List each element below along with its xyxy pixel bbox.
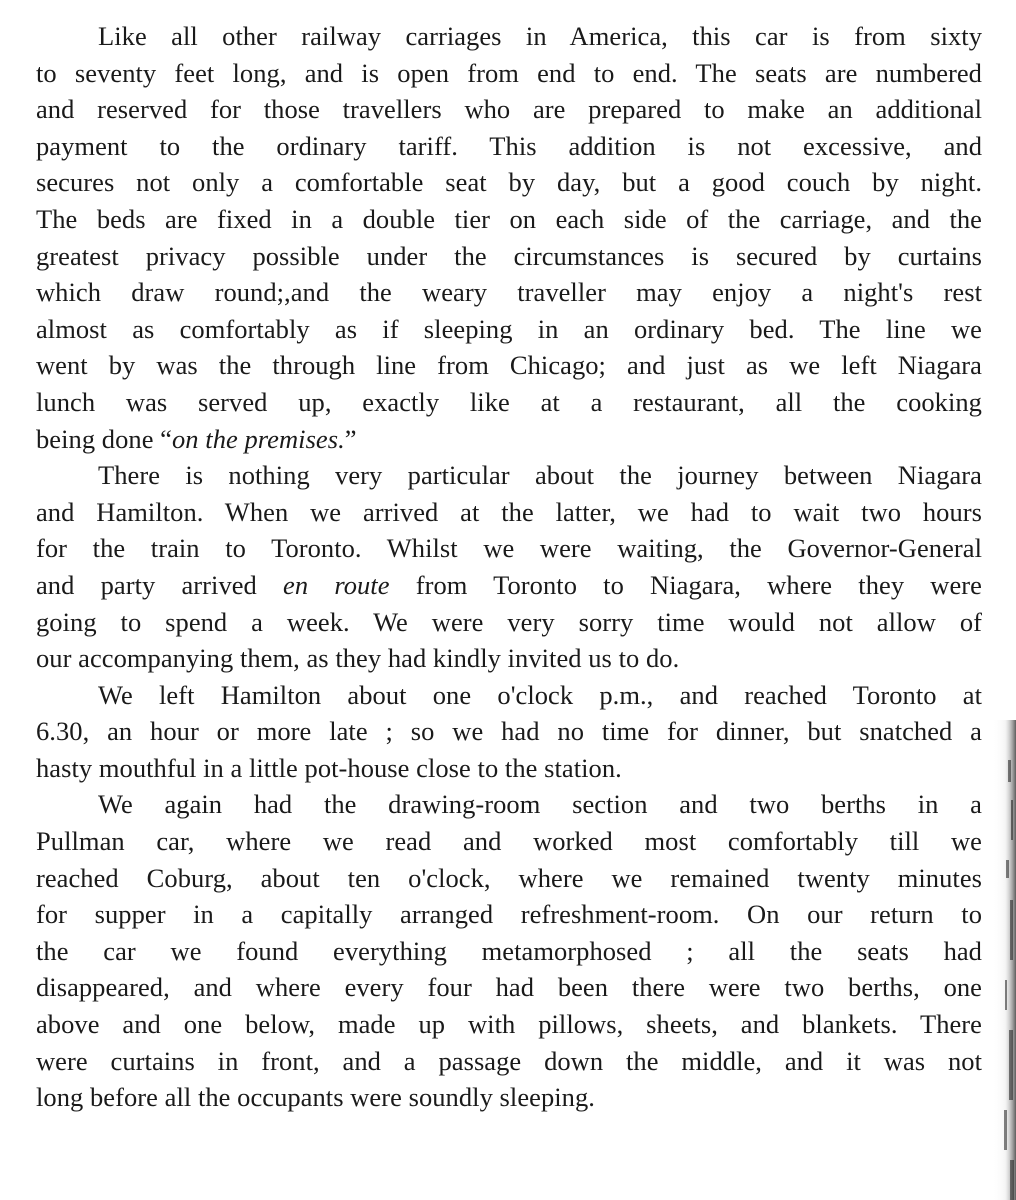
text-line: to seventy feet long, and is open from end to end. The seats are numbered [36,57,982,88]
text-run: and party arrived [36,569,284,600]
text-line-last: our accompanying them, as they had kindly invited us to do. [36,643,680,674]
text-run: ” [344,423,357,454]
text-line: secures not only a comfortable seat by day, but a good couch by night. [36,167,982,198]
text-line: the car we found everything metamorphosed ; all the seats had [36,935,982,966]
text-line-last: long before all the occupants were soundly sleeping. [36,1082,595,1113]
text-line: We left Hamilton about one o'clock p.m., and reached Toronto at [98,679,982,710]
paragraph-2 [36,457,982,677]
text-line: for the train to Toronto. Whilst we were waiting, the Governor-General [36,533,982,564]
text-line: above and one below, made up with pillows, sheets, and blankets. There [36,1009,982,1040]
text-run: being done “ [36,423,172,454]
paragraph-4 [36,786,982,1115]
text-line [36,567,982,604]
text-line: going to spend a week. We were very sorry time would not allow of [36,606,982,637]
text-line: went by was the through line from Chicago; and just as we left Niagara [36,350,982,381]
text-line: disappeared, and where every four had been there were two berths, one [36,972,982,1003]
text-line: lunch was served up, exactly like at a restaurant, all the cooking [36,386,982,417]
text-line: Pullman car, where we read and worked most comfortably till we [36,826,982,857]
text-line: There is nothing very particular about the journey between Niagara [98,460,982,491]
text-line: We again had the drawing-room section and two berths in a [98,789,982,820]
italic-phrase: en route [283,569,390,600]
text-line: reached Coburg, about ten o'clock, where we remained twenty minutes [36,862,982,893]
text-line-last: hasty mouthful in a little pot-house close to the station. [36,752,622,783]
text-run: from Toronto to Niagara, where they were [389,569,982,600]
text-line: payment to the ordinary tariff. This addition is not excessive, and [36,130,982,161]
text-line: and Hamilton. When we arrived at the latter, we had to wait two hours [36,496,982,527]
text-line: and reserved for those travellers who are prepared to make an additional [36,94,982,125]
page-body-text [36,18,982,1116]
text-line: 6.30, an hour or more late ; so we had no time for dinner, but snatched a [36,716,982,747]
paragraph-3 [36,677,982,787]
italic-phrase: on the premises. [172,423,345,454]
text-line: for supper in a capitally arranged refreshment-room. On our return to [36,899,982,930]
text-line-last [36,421,982,458]
text-line: which draw round;,and the weary traveller may enjoy a night's rest [36,277,982,308]
text-line: were curtains in front, and a passage down the middle, and it was not [36,1045,982,1076]
text-line: almost as comfortably as if sleeping in an ordinary bed. The line we [36,313,982,344]
paragraph-1 [36,18,982,457]
text-line: greatest privacy possible under the circumstances is secured by curtains [36,240,982,271]
text-line: The beds are fixed in a double tier on each side of the carriage, and the [36,203,982,234]
text-line: Like all other railway carriages in America, this car is from sixty [98,21,982,51]
